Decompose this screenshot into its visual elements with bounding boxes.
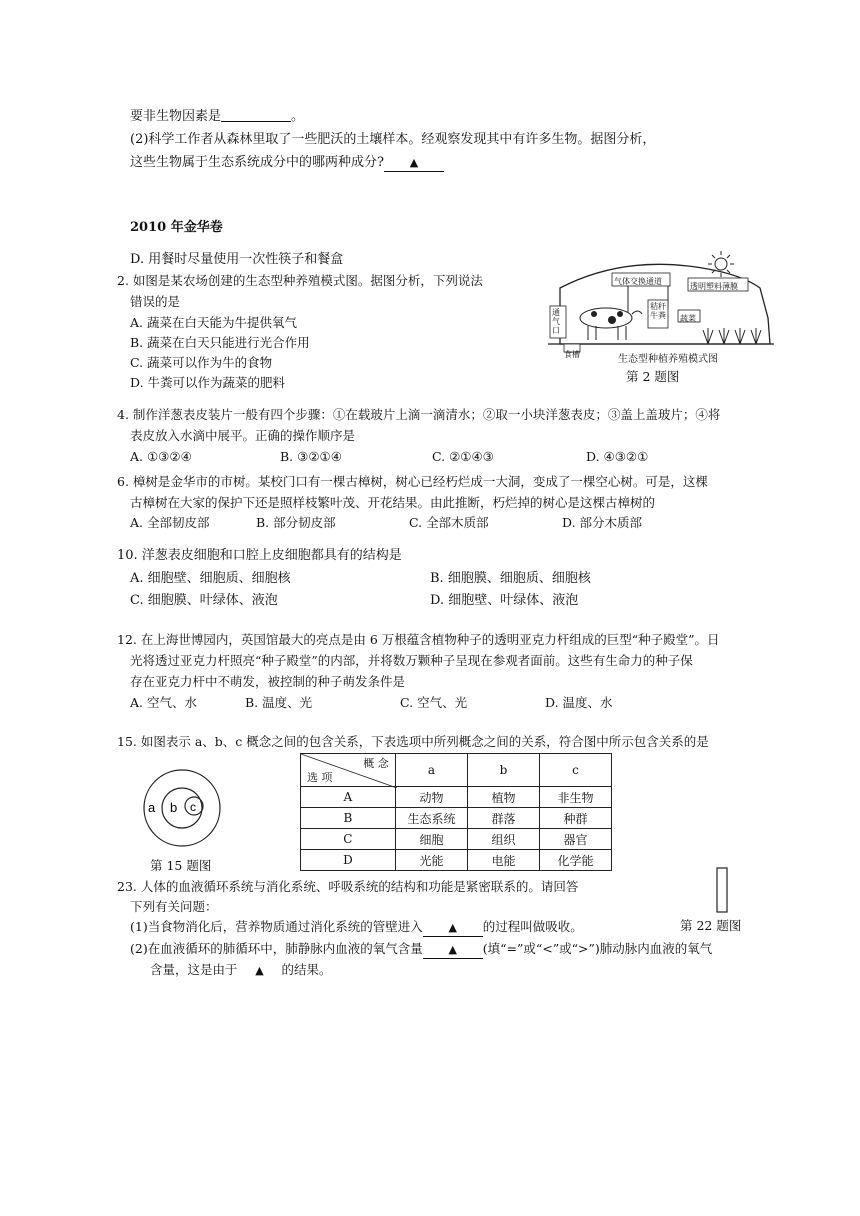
fig-label-q15: 第 15 题图 bbox=[150, 858, 212, 873]
top-line-1 bbox=[130, 108, 304, 125]
fig-label-straw: 秸秆牛粪 bbox=[650, 302, 666, 320]
q4-option-c: C. ②①④③ bbox=[432, 449, 494, 464]
q2-stem-1: 2. 如图是某农场创建的生态型种养殖模式图。据图分析，下列说法 bbox=[117, 273, 483, 288]
q12-stem-1: 12. 在上海世博园内，英国馆最大的亮点是由 6 万根蕴含植物种子的透明亚克力杆组成的巨型“种子殿堂”。日 bbox=[117, 632, 720, 647]
fig-label-q22: 第 22 题图 bbox=[680, 918, 742, 933]
text: 这些生物属于生态系统成分中的哪两种成分? bbox=[130, 155, 384, 170]
answer-blank bbox=[423, 940, 483, 959]
q2-option-a: A. 蔬菜在白天能为牛提供氧气 bbox=[130, 315, 297, 330]
table-cell: 电能 bbox=[468, 850, 540, 871]
fig-label-veg: 蔬菜 bbox=[680, 314, 696, 323]
q15-options-table bbox=[300, 753, 612, 871]
text: (1)当食物消化后，营养物质通过消化系统的管壁进入 bbox=[130, 919, 423, 934]
q23-stem-2: 下列有关问题： bbox=[130, 899, 218, 914]
table-cell: 种群 bbox=[539, 808, 611, 829]
table-cell: 细胞 bbox=[395, 829, 467, 850]
table-cell: 非生物 bbox=[539, 787, 611, 808]
table-row bbox=[301, 850, 612, 871]
table-cell: 群落 bbox=[468, 808, 540, 829]
fig-label-vent: 通气口 bbox=[552, 308, 560, 335]
test-tube-figure bbox=[712, 866, 732, 916]
fig-label-gas: 气体交换通道 bbox=[614, 277, 662, 286]
table-corner-cell bbox=[301, 754, 396, 787]
fig-caption: 生态型种植养殖模式图 bbox=[618, 354, 718, 365]
table-header-row bbox=[301, 754, 612, 787]
table-header: b bbox=[468, 754, 540, 787]
table-cell: 生态系统 bbox=[395, 808, 467, 829]
circle-label-c: c bbox=[190, 800, 196, 814]
section-title: 2010 年金华卷 bbox=[130, 220, 223, 235]
concept-circles-figure bbox=[130, 768, 260, 868]
table-row bbox=[301, 787, 612, 808]
answer-blank bbox=[384, 154, 444, 172]
fig-label-trough: 食槽 bbox=[564, 350, 580, 359]
q4-stem-1: 4. 制作洋葱表皮装片一般有四个步骤：①在载玻片上滴一滴清水；②取一小块洋葱表皮；③盖上盖玻片；④将 bbox=[117, 407, 721, 422]
table-cell: 光能 bbox=[395, 850, 467, 871]
triangle-mark: ▲ bbox=[255, 964, 264, 977]
table-cell: A bbox=[301, 787, 396, 808]
q2-stem-2: 错误的是 bbox=[130, 294, 181, 309]
text: 。 bbox=[291, 109, 305, 124]
q12-option-a: A. 空气、水 bbox=[130, 695, 197, 710]
q23-part-1 bbox=[130, 918, 583, 937]
table-cell: D bbox=[301, 850, 396, 871]
top-line-2: (2)科学工作者从森林里取了一些肥沃的土壤样本。经观察发现其中有许多生物。据图分析， bbox=[130, 132, 656, 147]
q23-part-3 bbox=[150, 961, 332, 979]
triangle-mark: ▲ bbox=[448, 943, 457, 956]
triangle-mark: ▲ bbox=[409, 156, 419, 169]
q6-option-b: B. 部分韧皮部 bbox=[256, 515, 336, 530]
circle-label-a: a bbox=[148, 800, 156, 815]
q12-option-d: D. 温度、水 bbox=[545, 695, 613, 710]
q1-option-d: D. 用餐时尽量使用一次性筷子和餐盒 bbox=[130, 252, 344, 267]
table-cell: B bbox=[301, 808, 396, 829]
table-cell: 植物 bbox=[468, 787, 540, 808]
q10-option-c: C. 细胞膜、叶绿体、液泡 bbox=[130, 593, 278, 608]
q12-option-c: C. 空气、光 bbox=[400, 695, 468, 710]
answer-blank bbox=[423, 918, 483, 937]
text: (2)在血液循环的肺循环中，肺静脉内血液的氧气含量 bbox=[130, 941, 423, 956]
q4-option-a: A. ①③②④ bbox=[130, 449, 192, 464]
q12-stem-3: 存在亚克力杆中不萌发，被控制的种子萌发条件是 bbox=[130, 674, 406, 689]
q4-stem-2: 表皮放入水滴中展平。正确的操作顺序是 bbox=[130, 428, 356, 443]
table-header: a bbox=[395, 754, 467, 787]
text: 要非生物因素是 bbox=[130, 109, 222, 124]
q4-option-d: D. ④③②① bbox=[586, 449, 649, 464]
table-cell: 组织 bbox=[468, 829, 540, 850]
q2-option-d: D. 牛粪可以作为蔬菜的肥料 bbox=[130, 375, 286, 390]
table-cell: 动物 bbox=[395, 787, 467, 808]
q15-stem: 15. 如图表示 a、b、c 概念之间的包含关系，下表选项中所列概念之间的关系，符合图中所示包含关系的是 bbox=[117, 734, 709, 749]
table-row bbox=[301, 808, 612, 829]
table-row bbox=[301, 829, 612, 850]
table-cell: C bbox=[301, 829, 396, 850]
q6-option-a: A. 全部韧皮部 bbox=[130, 515, 210, 530]
table-cell: 化学能 bbox=[539, 850, 611, 871]
text: 的结果。 bbox=[281, 962, 332, 977]
q12-option-b: B. 温度、光 bbox=[245, 695, 313, 710]
text: 的过程叫做吸收。 bbox=[482, 919, 583, 934]
q10-option-a: A. 细胞壁、细胞质、细胞核 bbox=[130, 571, 291, 586]
q12-stem-2: 光将透过亚克力杆照亮“种子殿堂”的内部，并将数万颗种子呈现在参观者面前。这些有生命力的种子保 bbox=[130, 653, 693, 668]
q23-stem-1: 23. 人体的血液循环系统与消化系统、呼吸系统的结构和功能是紧密联系的。请回答 bbox=[117, 879, 579, 894]
fig-label-film: 透明塑料薄膜 bbox=[690, 282, 738, 291]
q10-stem: 10. 洋葱表皮细胞和口腔上皮细胞都具有的结构是 bbox=[117, 548, 402, 563]
answer-blank bbox=[221, 108, 291, 122]
q2-option-b: B. 蔬菜在白天只能进行光合作用 bbox=[130, 335, 310, 350]
circle-label-b: b bbox=[170, 800, 178, 815]
q4-option-b: B. ③②①④ bbox=[280, 449, 342, 464]
text: 含量，这是由于 bbox=[150, 962, 238, 977]
corner-bottom: 选 项 bbox=[307, 771, 333, 784]
text: (填“=”或“<”或“>”)肺动脉内血液的氧气 bbox=[482, 941, 713, 956]
fig-label-q2: 第 2 题图 bbox=[626, 369, 680, 384]
q6-stem-2: 古樟树在大家的保护下还是照样枝繁叶茂、开花结果。由此推断，朽烂掉的树心是这棵古樟树的 bbox=[130, 495, 656, 510]
q6-stem-1: 6. 樟树是金华市的市树。某校门口有一棵古樟树，树心已经朽烂成一大洞，变成了一棵空心树。可是，这棵 bbox=[117, 474, 708, 489]
table-cell: 器官 bbox=[539, 829, 611, 850]
q6-option-c: C. 全部木质部 bbox=[409, 515, 489, 530]
corner-top: 概 念 bbox=[363, 757, 389, 770]
table-header: c bbox=[539, 754, 611, 787]
q23-part-2 bbox=[130, 940, 712, 959]
triangle-mark: ▲ bbox=[448, 921, 457, 934]
q2-option-c: C. 蔬菜可以作为牛的食物 bbox=[130, 355, 273, 370]
q6-option-d: D. 部分木质部 bbox=[562, 515, 643, 530]
q10-option-b: B. 细胞膜、细胞质、细胞核 bbox=[430, 571, 591, 586]
q10-option-d: D. 细胞壁、叶绿体、液泡 bbox=[430, 593, 579, 608]
top-line-3 bbox=[130, 154, 444, 172]
